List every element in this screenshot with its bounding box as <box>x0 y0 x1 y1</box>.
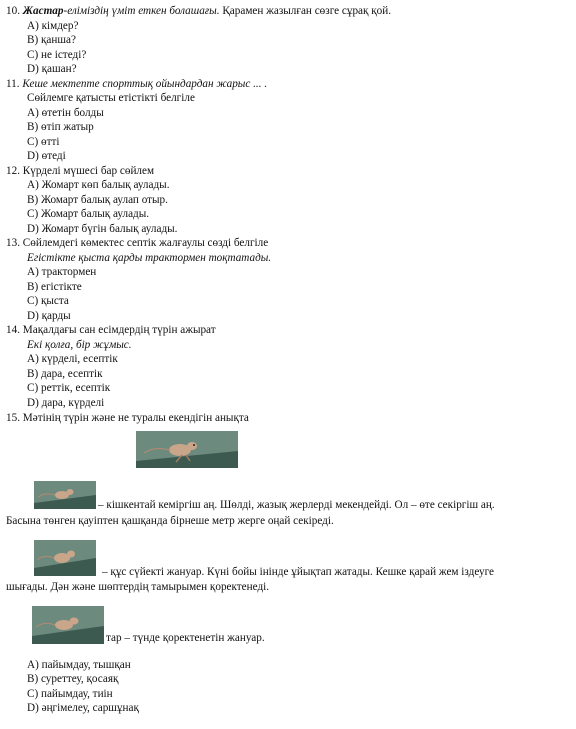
q14-option-a[interactable]: A) күрделі, есептік <box>27 353 118 365</box>
question-15: 15. Мәтінің түрін және не туралы екендігін анықта <box>6 412 249 424</box>
q15-para2-line2: шығады. Дән және шөптердің тамырымен қоректенеді. <box>6 581 270 593</box>
question-14: 14. Мақалдағы сан есімдердің түрін ажырат <box>6 324 216 336</box>
question-12: 12. Күрделі мүшесі бар сөйлем <box>6 165 155 177</box>
q15-option-c[interactable]: C) пайымдау, тиін <box>27 688 113 700</box>
q15-para2-line1: – құс сүйекті жануар. Күні бойы інінде ұйықтап жатады. Кешке қарай жем іздеуге <box>102 566 495 578</box>
q13-option-a[interactable]: A) трактормен <box>27 266 97 278</box>
q15-option-b[interactable]: B) суреттеу, қосаяқ <box>27 673 119 685</box>
q10-option-b[interactable]: B) қанша? <box>27 34 76 46</box>
q12-option-b[interactable]: B) Жомарт балық аулап отыр. <box>27 194 168 206</box>
q15-para1-line1: – кішкентай кеміргіш аң. Шөлді, жазық жерлерді мекендейді. Ол – өте секіргіш аң. <box>98 499 495 511</box>
question-13: 13. Сөйлемдегі көмектес септік жалғаулы сөзді белгіле <box>6 237 269 249</box>
q11-prompt: Сөйлемге қатысты етістікті белгіле <box>27 92 195 104</box>
q10-number: 10. <box>6 5 20 17</box>
q10-bold-word: Жастар <box>22 5 64 17</box>
q11-option-a[interactable]: A) өтетін болды <box>27 107 104 119</box>
jerboa-photo-1 <box>34 481 96 509</box>
q10-italic-text: -еліміздің үміт еткен болашағы. <box>63 5 220 17</box>
jerboa-photo-main <box>136 431 238 468</box>
q13-sentence: Егістікте қыста қарды трактормен тоқтатады. <box>27 252 272 264</box>
q10-option-d[interactable]: D) қашан? <box>27 63 77 75</box>
jerboa-photo-2 <box>34 540 96 576</box>
q13-option-b[interactable]: B) егістікте <box>27 281 82 293</box>
q11-option-c[interactable]: C) өтті <box>27 136 60 148</box>
q12-option-c[interactable]: C) Жомарт балық аулады. <box>27 208 150 220</box>
q14-option-b[interactable]: B) дара, есептік <box>27 368 103 380</box>
jerboa-photo-3 <box>32 606 104 644</box>
q10-option-a[interactable]: A) кімдер? <box>27 20 79 32</box>
q14-option-d[interactable]: D) дара, күрделі <box>27 397 105 409</box>
q15-option-d[interactable]: D) әңгімелеу, саршұнақ <box>27 702 139 714</box>
q12-option-d[interactable]: D) Жомарт бүгін балық аулады. <box>27 223 178 235</box>
q11-option-b[interactable]: B) өтіп жатыр <box>27 121 94 133</box>
q11-number: 11. <box>6 78 20 90</box>
jerboa-icon <box>136 431 238 468</box>
q15-para1-line2: Басына төнген қауіптен қашқанда бірнеше метр жерге оңай секіреді. <box>6 515 334 527</box>
q10-instruction: Қарамен жазылған сөзге сұрақ қой. <box>219 5 392 17</box>
question-10 <box>6 4 391 18</box>
jerboa-icon <box>34 481 96 509</box>
q11-option-d[interactable]: D) өтеді <box>27 150 66 162</box>
q14-option-c[interactable]: C) реттік, есептік <box>27 382 111 394</box>
q14-proverb: Екі қолға, бір жұмыс. <box>27 339 132 351</box>
jerboa-icon <box>34 540 96 576</box>
q12-option-a[interactable]: A) Жомарт көп балық аулады. <box>27 179 170 191</box>
q15-para3-line1: тар – түнде қоректенетін жануар. <box>106 632 265 644</box>
q13-option-c[interactable]: C) қыста <box>27 295 69 307</box>
q13-option-d[interactable]: D) қарды <box>27 310 71 322</box>
q10-option-c[interactable]: C) не істеді? <box>27 49 87 61</box>
question-11 <box>6 77 267 91</box>
q11-sentence: Кеше мектепте спорттық ойындардан жарыс ... . <box>22 78 268 90</box>
q15-option-a[interactable]: A) пайымдау, тышқан <box>27 659 131 671</box>
jerboa-icon <box>32 606 104 644</box>
